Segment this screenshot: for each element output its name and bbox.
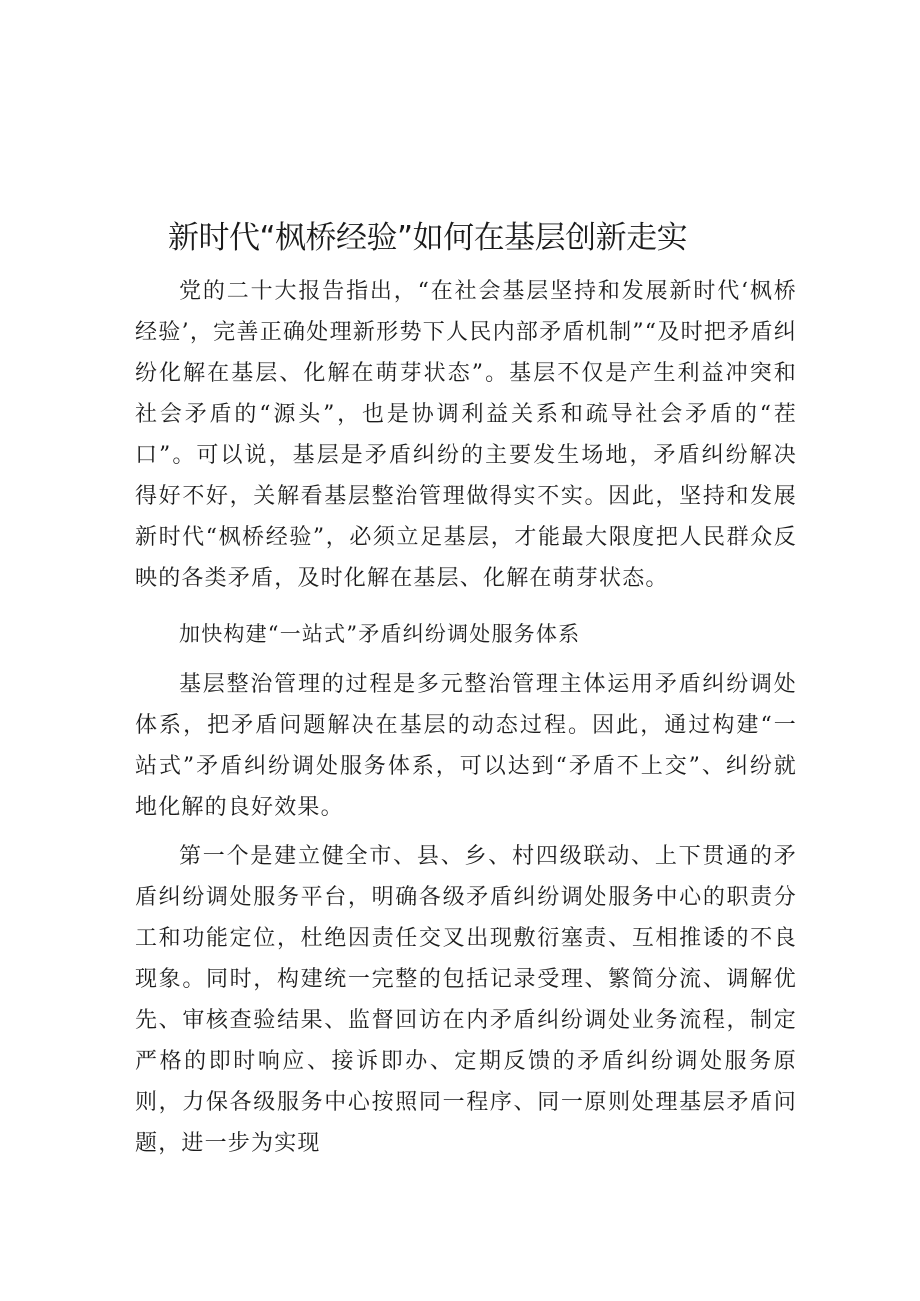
intro-paragraph: 党的二十大报告指出，“在社会基层坚持和发展新时代‘枫桥经验’，完善正确处理新形势下人民内部矛盾机制”“及时把矛盾纠纷化解在基层、化解在萌芽状态”。基层不仅是产生利益冲突和社会矛盾的“源头”，也是协调利益关系和疏导社会矛盾的“茬口”。可以说，基层是矛盾纠纷的主要发生场地，矛盾纠纷解决得好不好，关解看基层整治管理做得实不实。因此，坚持和发展新时代“枫桥经验”，必须立足基层，才能最大限度把人民群众反映的各类矛盾，及时化解在基层、化解在萌芽状态。 bbox=[135, 279, 797, 591]
section-heading: 加快构建“一站式”矛盾纠纷调处服务体系 bbox=[179, 622, 581, 646]
section-body-paragraph: 基层整治管理的过程是多元整治管理主体运用矛盾纠纷调处体系，把矛盾问题解决在基层的动态过程。因此，通过构建“一站式”矛盾纠纷调处服务体系，可以达到“矛盾不上交”、纠纷就地化解的良好效果。 bbox=[135, 672, 797, 820]
point-one-paragraph: 第一个是建立健全市、县、乡、村四级联动、上下贯通的矛盾纠纷调处服务平台，明确各级矛盾纠纷调处服务中心的职责分工和功能定位，杜绝因责任交叉出现敷衍塞责、互相推诿的不良现象。同时，构建统一完整的包括记录受理、繁简分流、调解优先、审核查验结果、监督回访在内矛盾纠纷调处业务流程，制定严格的即时响应、接诉即办、定期反馈的矛盾纠纷调处服务原则，力保各级服务中心按照同一程序、同一原则处理基层矛盾问题，进一步为实现 bbox=[135, 844, 797, 1156]
document-title: 新时代“枫桥经验”如何在基层创新走实 bbox=[168, 220, 688, 256]
